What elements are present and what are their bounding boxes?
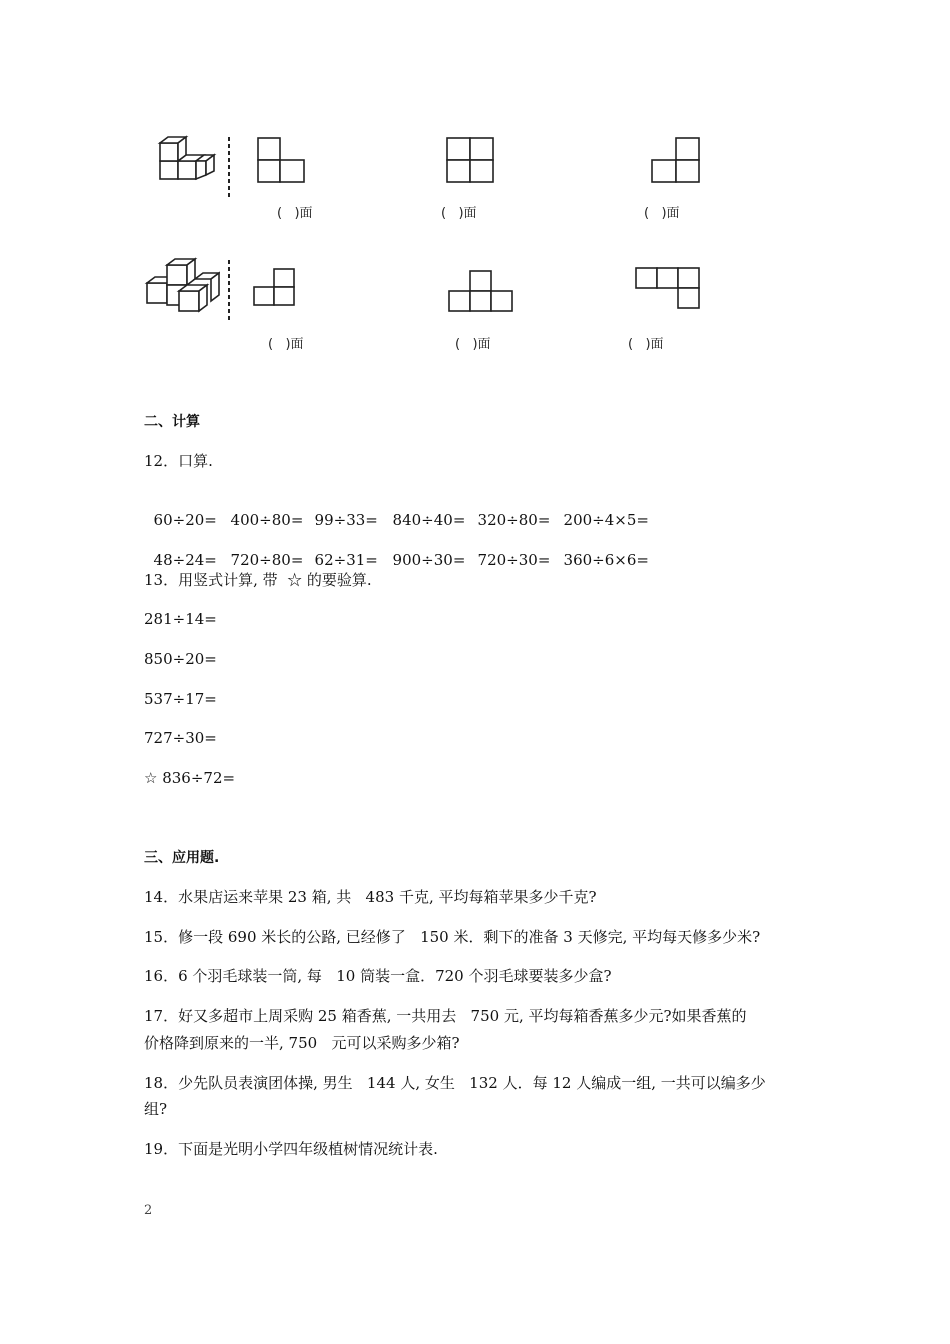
face-label-1a: ( )面: [277, 206, 313, 221]
oral-calc-item: 62÷31=: [314, 551, 378, 569]
face-label-1c: ( )面: [644, 206, 680, 221]
q19: 19．下面是光明小学四年级植树情况统计表.: [144, 1140, 438, 1158]
q13-title: 13．用竖式计算, 带 ☆ 的要验算.: [144, 571, 372, 589]
view-shape-2b: [447, 270, 515, 314]
q17-line2: 价格降到原来的一半, 750 元可以采购多少箱?: [144, 1034, 460, 1052]
q15: 15．修一段 690 米长的公路, 已经修了 150 米．剩下的准备 3 天修完, 平均每天修多少米?: [144, 928, 761, 946]
q18-line1: 18．少先队员表演团体操, 男生 144 人, 女生 132 人．每 12 人编成一组, 一共可以编多少: [144, 1074, 766, 1092]
q14: 14．水果店运来苹果 23 箱, 共 483 千克, 平均每箱苹果多少千克?: [144, 888, 597, 906]
vertical-calc-5: ☆ 836÷72=: [144, 769, 236, 787]
vertical-calc-4: 727÷30=: [144, 729, 217, 747]
page-number: 2: [144, 1203, 153, 1218]
view-shape-2c: [634, 266, 702, 312]
face-label-1b: ( )面: [441, 206, 477, 221]
section2-title: 二、计算: [144, 414, 200, 430]
face-label-2c: ( )面: [628, 337, 664, 352]
oral-calc-item: 200÷4×5=: [563, 511, 649, 529]
view-shape-1c: [650, 137, 702, 185]
oral-calc-row-1: [144, 490, 649, 530]
oral-calc-item: 99÷33=: [314, 511, 378, 529]
oral-calc-item: 60÷20=: [153, 511, 217, 529]
oral-calc-item: 48÷24=: [153, 551, 217, 569]
oral-calc-item: 360÷6×6=: [563, 551, 649, 569]
view-shape-1a: [257, 137, 307, 185]
dashed-divider-2: [226, 260, 232, 320]
oral-calc-item: 320÷80=: [477, 511, 551, 529]
oral-calc-item: 840÷40=: [392, 511, 466, 529]
cube-solid-1: [156, 135, 220, 187]
oral-calc-row-2: [144, 530, 649, 570]
face-label-2a: ( )面: [268, 337, 304, 352]
face-label-2b: ( )面: [455, 337, 491, 352]
q18-line2: 组?: [144, 1100, 168, 1118]
cube-solid-2: [144, 257, 220, 313]
q16: 16．6 个羽毛球装一筒, 每 10 筒装一盒．720 个羽毛球要装多少盒?: [144, 967, 612, 985]
view-shape-2a: [253, 268, 297, 308]
oral-calc-item: 900÷30=: [392, 551, 466, 569]
oral-calc-item: 720÷80=: [230, 551, 304, 569]
dashed-divider-1: [226, 137, 232, 197]
view-shape-1b: [446, 137, 496, 185]
oral-calc-item: 400÷80=: [230, 511, 304, 529]
vertical-calc-2: 850÷20=: [144, 650, 217, 668]
vertical-calc-1: 281÷14=: [144, 610, 217, 628]
vertical-calc-3: 537÷17=: [144, 690, 217, 708]
q12-title: 12．口算.: [144, 452, 213, 470]
oral-calc-item: 720÷30=: [477, 551, 551, 569]
q17-line1: 17．好又多超市上周采购 25 箱香蕉, 一共用去 750 元, 平均每箱香蕉多少元?如果香蕉的: [144, 1007, 747, 1025]
section3-title: 三、应用题.: [144, 850, 220, 866]
